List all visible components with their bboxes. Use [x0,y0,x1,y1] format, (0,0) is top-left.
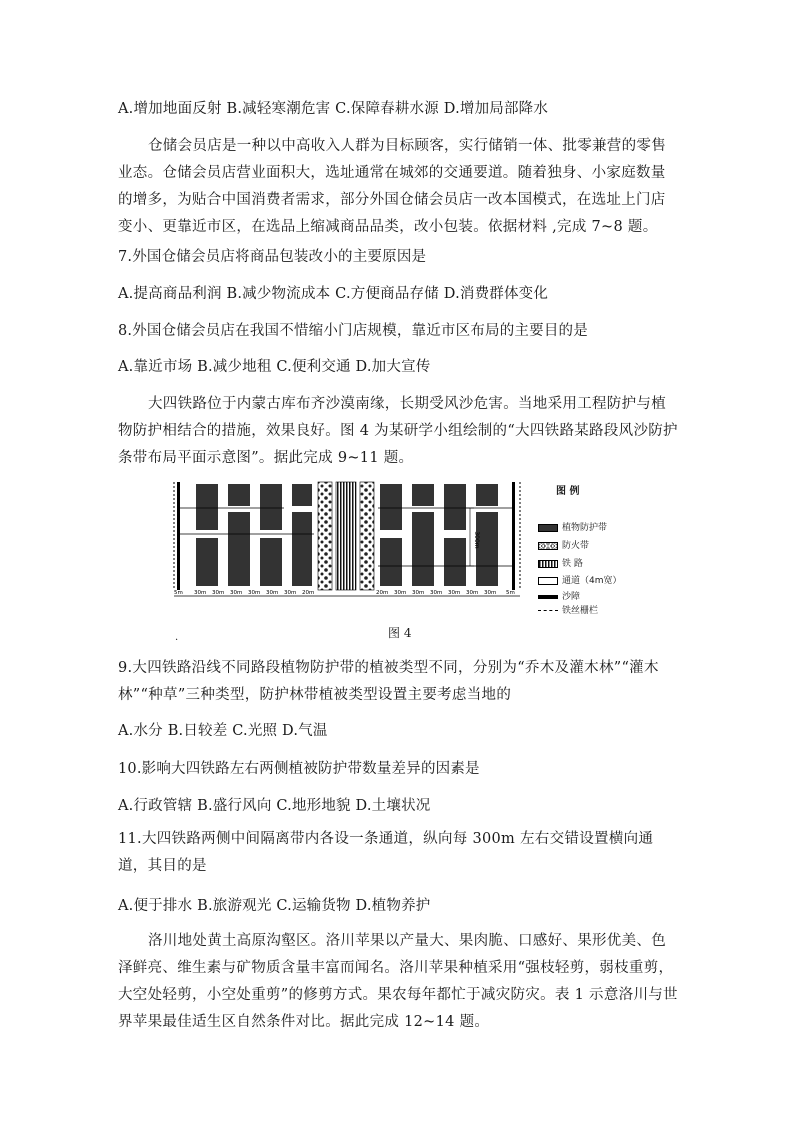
stray-mark: . [175,632,179,643]
legend-railway: 铁 路 [538,556,583,569]
q10-options: A.行政管辖 B.盛行风向 C.地形地貌 D.土壤状况 [118,798,431,814]
railway-track [336,482,356,590]
scale-right-0: 20m [376,590,389,596]
legend-passage: 通道（4m宽） [538,573,622,586]
scale-right-4: 30m [448,590,461,596]
sand-barrier-right [512,482,515,590]
question-9: 9.大四铁路沿线不同路段植物防护带的植被类型不同，分别为“乔木及灌木林”“灌木林”“种草”三种类型，防护林带植被类型设置主要考虑当地的 [118,660,659,703]
plant-bands-left [196,484,312,586]
q9-options: A.水分 B.日较差 C.光照 D.气温 [118,723,328,739]
scale-left-0: 5m [174,590,183,596]
scale-right-5: 30m [466,590,479,596]
legend-title: 图 例 [556,486,580,497]
question-11: 11.大四铁路两侧中间隔离带内各设一条通道，纵向每 300m 左右交错设置横向通道，其目的是 [118,831,654,874]
scale-left-2: 30m [212,590,225,596]
scale-left-1: 30m [194,590,207,596]
scale-labels [174,590,515,596]
sand-barrier-left [177,482,180,590]
legend-wire-fence: 铁丝栅栏 [538,603,598,616]
railway-protection-diagram [172,480,532,605]
passage-luochuan: 洛川地处黄土高原沟壑区。洛川苹果以产量大、果肉脆、口感好、果形优美、色泽鲜亮、维生素与矿物质含量丰富而闻名。洛川苹果种植采用“强枝轻剪，弱枝重剪，大空处轻剪，小空处重剪”的修剪方式。果农每年都忙于减灾防灾。表 1 示意洛川与世界苹果最佳适生区自然条件对比。据此完成 12~14 题。 [118,933,678,1030]
scale-right-7: 5m [506,590,515,596]
passage-railway: 大四铁路位于内蒙古库布齐沙漠南缘，长期受风沙危害。当地采用工程防护与植物防护相结合的措施，效果良好。图 4 为某研学小组绘制的“大四铁路某路段风沙防护条带布局平面示意图”。据此完成 9~11 题。 [118,396,678,466]
scale-right-2: 30m [412,590,425,596]
scale-left-5: 30m [266,590,279,596]
fire-belt-left [318,482,332,590]
figure-caption: 图 4 [388,626,412,640]
scale-left-4: 30m [248,590,261,596]
scale-right-6: 30m [484,590,497,596]
scale-right-1: 30m [394,590,407,596]
passage-warehouse-store: 仓储会员店是一种以中高收入人群为目标顾客，实行储销一体、批零兼营的零售业态。仓储会员店营业面积大，选址通常在城郊的交通要道。随着独身、小家庭数量的增多，为贴合中国消费者需求，部分外国仓储会员店一改本国模式，在选址上门店变小、更靠近市区，在选品上缩减商品品类，改小包装。依据材料 ,完成 7~8 题。 [118,138,666,235]
fire-belt-right [360,482,374,590]
scale-left-7: 20m [302,590,315,596]
scale-right-3: 30m [430,590,443,596]
scale-left-6: 30m [284,590,297,596]
legend-plant-band: 植物防护带 [538,520,607,533]
q8-options: A.靠近市场 B.减少地租 C.便利交通 D.加大宣传 [118,359,431,375]
q11-options: A.便于排水 B.旅游观光 C.运输货物 D.植物养护 [118,898,431,914]
q6-options: A.增加地面反射 B.减轻寒潮危害 C.保障春耕水源 D.增加局部降水 [118,101,549,117]
scale-left-3: 30m [230,590,243,596]
question-7: 7.外国仓储会员店将商品包装改小的主要原因是 [118,249,427,265]
q7-options: A.提高商品利润 B.减少物流成本 C.方便商品存储 D.消费群体变化 [118,286,549,302]
question-8: 8.外国仓储会员店在我国不惜缩小门店规模，靠近市区布局的主要目的是 [118,323,588,339]
legend-fire-belt: 防火带 [538,538,589,551]
dimension-label: 300m [473,531,480,549]
legend-sand-barrier: 沙障 [538,589,580,602]
question-10: 10.影响大四铁路左右两侧植被防护带数量差异的因素是 [118,761,480,777]
